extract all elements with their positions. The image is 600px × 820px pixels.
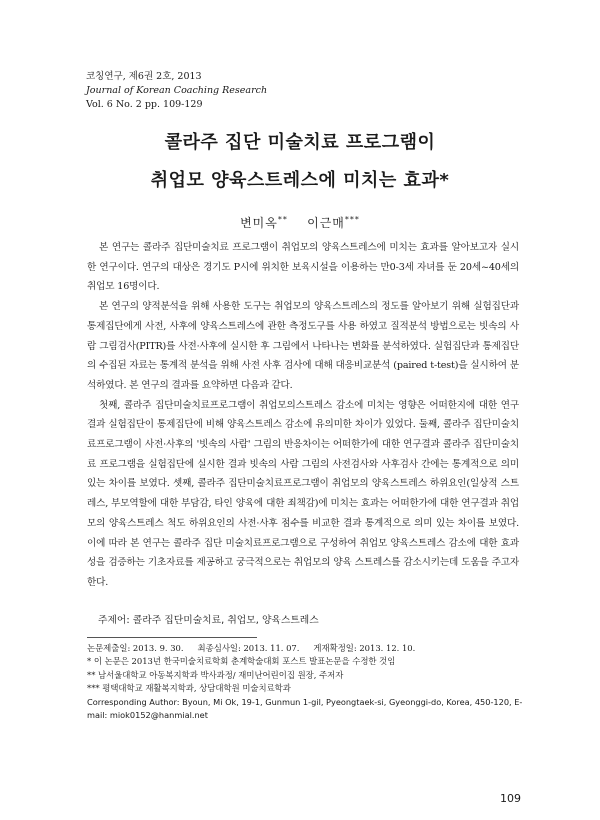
footnote-3: *** 평택대학교 재활복지학과, 상담대학원 미술치료학과	[87, 683, 291, 694]
title-line-1: 콜라주 집단 미술치료 프로그램이	[164, 132, 436, 153]
journal-english: Journal of Korean Coaching Research	[86, 85, 268, 96]
abstract-paragraph: 본 연구의 양적분석을 위해 사용한 도구는 취업모의 양육스트레스의 정도를 알아보기 위해 실험집단과 통제집단에게 사전, 사후에 양육스트레스에 관한 측정도구를 사용 하였고 질적분석 방법으로는 빗속의 사람 그림검사(PITR)를 사전·사후에 실시한 후 그림에서 나타나는 변화를 분석하였다. 실험집단과 통제집단의 수집된 자료는 통계적 분석을 위해 사전 사후 검사에 대해 대응비교분석 (paired t-test)을 실시하여 분석하였다. 본 연구의 결과를 요약하면 다음과 같다.	[87, 301, 519, 391]
keywords: 주제어: 콜라주 집단미술치료, 취업모, 양육스트레스	[98, 615, 319, 626]
author-list	[0, 214, 600, 231]
abstract-paragraph: 첫째, 콜라주 집단미술치료프로그램이 취업모의스트레스 감소에 미치는 영향은 어떠한지에 대한 연구결과 실험집단이 통제집단에 비해 양육스트레스 감소에 유의미한 차이가 있었다. 둘째, 콜라주 집단미술치료프로그램이 사전·사후의 '빗속의 사람' 그림의 반응차이는 어떠한가에 대한 연구결과 콜라주 집단미술치료 프로그램을 실험집단에 실시한 결과 빗속의 사람 그림의 사전검사와 사후검사 간에는 통계적으로 의미 있는 차이를 보였다. 셋째, 콜라주 집단미술치료프로그램이 취업모의 양육스트레스 하위요인(일상적 스트레스, 부모역할에 대한 부담감, 타인 양육에 대한 죄책감)에 미치는 효과는 어떠한가에 대한 연구결과 취업모의 양육스트레스 척도 하위요인의 사전·사후 점수를 비교한 결과 통계적으로 의미 있는 차이를 보였다. 이에 따라 본 연구는 콜라주 집단 미술치료프로그램으로 구성하여 취업모 양육스트레스 감소에 대한 효과성을 검증하는 기초자료를 제공하고 궁극적으로는 취업모의 양육 스트레스를 감소시키는데 도움을 주고자 한다.	[87, 399, 519, 588]
submitted-date: 논문제출일: 2013. 9. 30.	[87, 643, 184, 653]
footnote-divider	[87, 637, 257, 638]
author-name: 이근매	[307, 216, 345, 230]
abstract	[87, 238, 519, 593]
submission-dates	[87, 642, 527, 655]
abstract-paragraph: 본 연구는 콜라주 집단미술치료 프로그램이 취업모의 양육스트레스에 미치는 효과를 알아보고자 실시한 연구이다. 연구의 대상은 경기도 P시에 위치한 보육시설을 이용하는 만0-3세 자녀를 둔 20세~40세의 취업모 16명이다.	[87, 242, 519, 293]
page-number: 109	[500, 792, 521, 805]
author-mark: **	[277, 215, 288, 224]
footnote-1: * 이 논문은 2013년 한국미술치료학회 춘계학술대회 포스트 발표논문을 수정한 것임	[87, 656, 396, 667]
journal-korean: 코칭연구, 제6권 2호, 2013	[86, 71, 202, 82]
author-name: 변미옥	[240, 216, 278, 230]
author-mark: ***	[344, 215, 360, 224]
journal-header	[86, 70, 267, 112]
accepted-date: 게재확정일: 2013. 12. 10.	[313, 643, 416, 653]
footnote-2: ** 남서울대학교 아동복지학과 박사과정/ 재미난어린이집 원장, 주저자	[87, 669, 344, 680]
reviewed-date: 최종심사일: 2013. 11. 07.	[197, 643, 300, 653]
volume-info: Vol. 6 No. 2 pp. 109-129	[86, 99, 203, 110]
corresponding-author: Corresponding Author: Byoun, Mi Ok, 19-1, Gunmun 1-gil, Pyeongtaek-si, Gyeonggi-do, Korea, 450-120, E-mail: miok0152@hanmial.net	[87, 696, 523, 721]
title-line-2: 취업모 양육스트레스에 미치는 효과*	[150, 170, 450, 191]
footnotes	[87, 642, 527, 722]
